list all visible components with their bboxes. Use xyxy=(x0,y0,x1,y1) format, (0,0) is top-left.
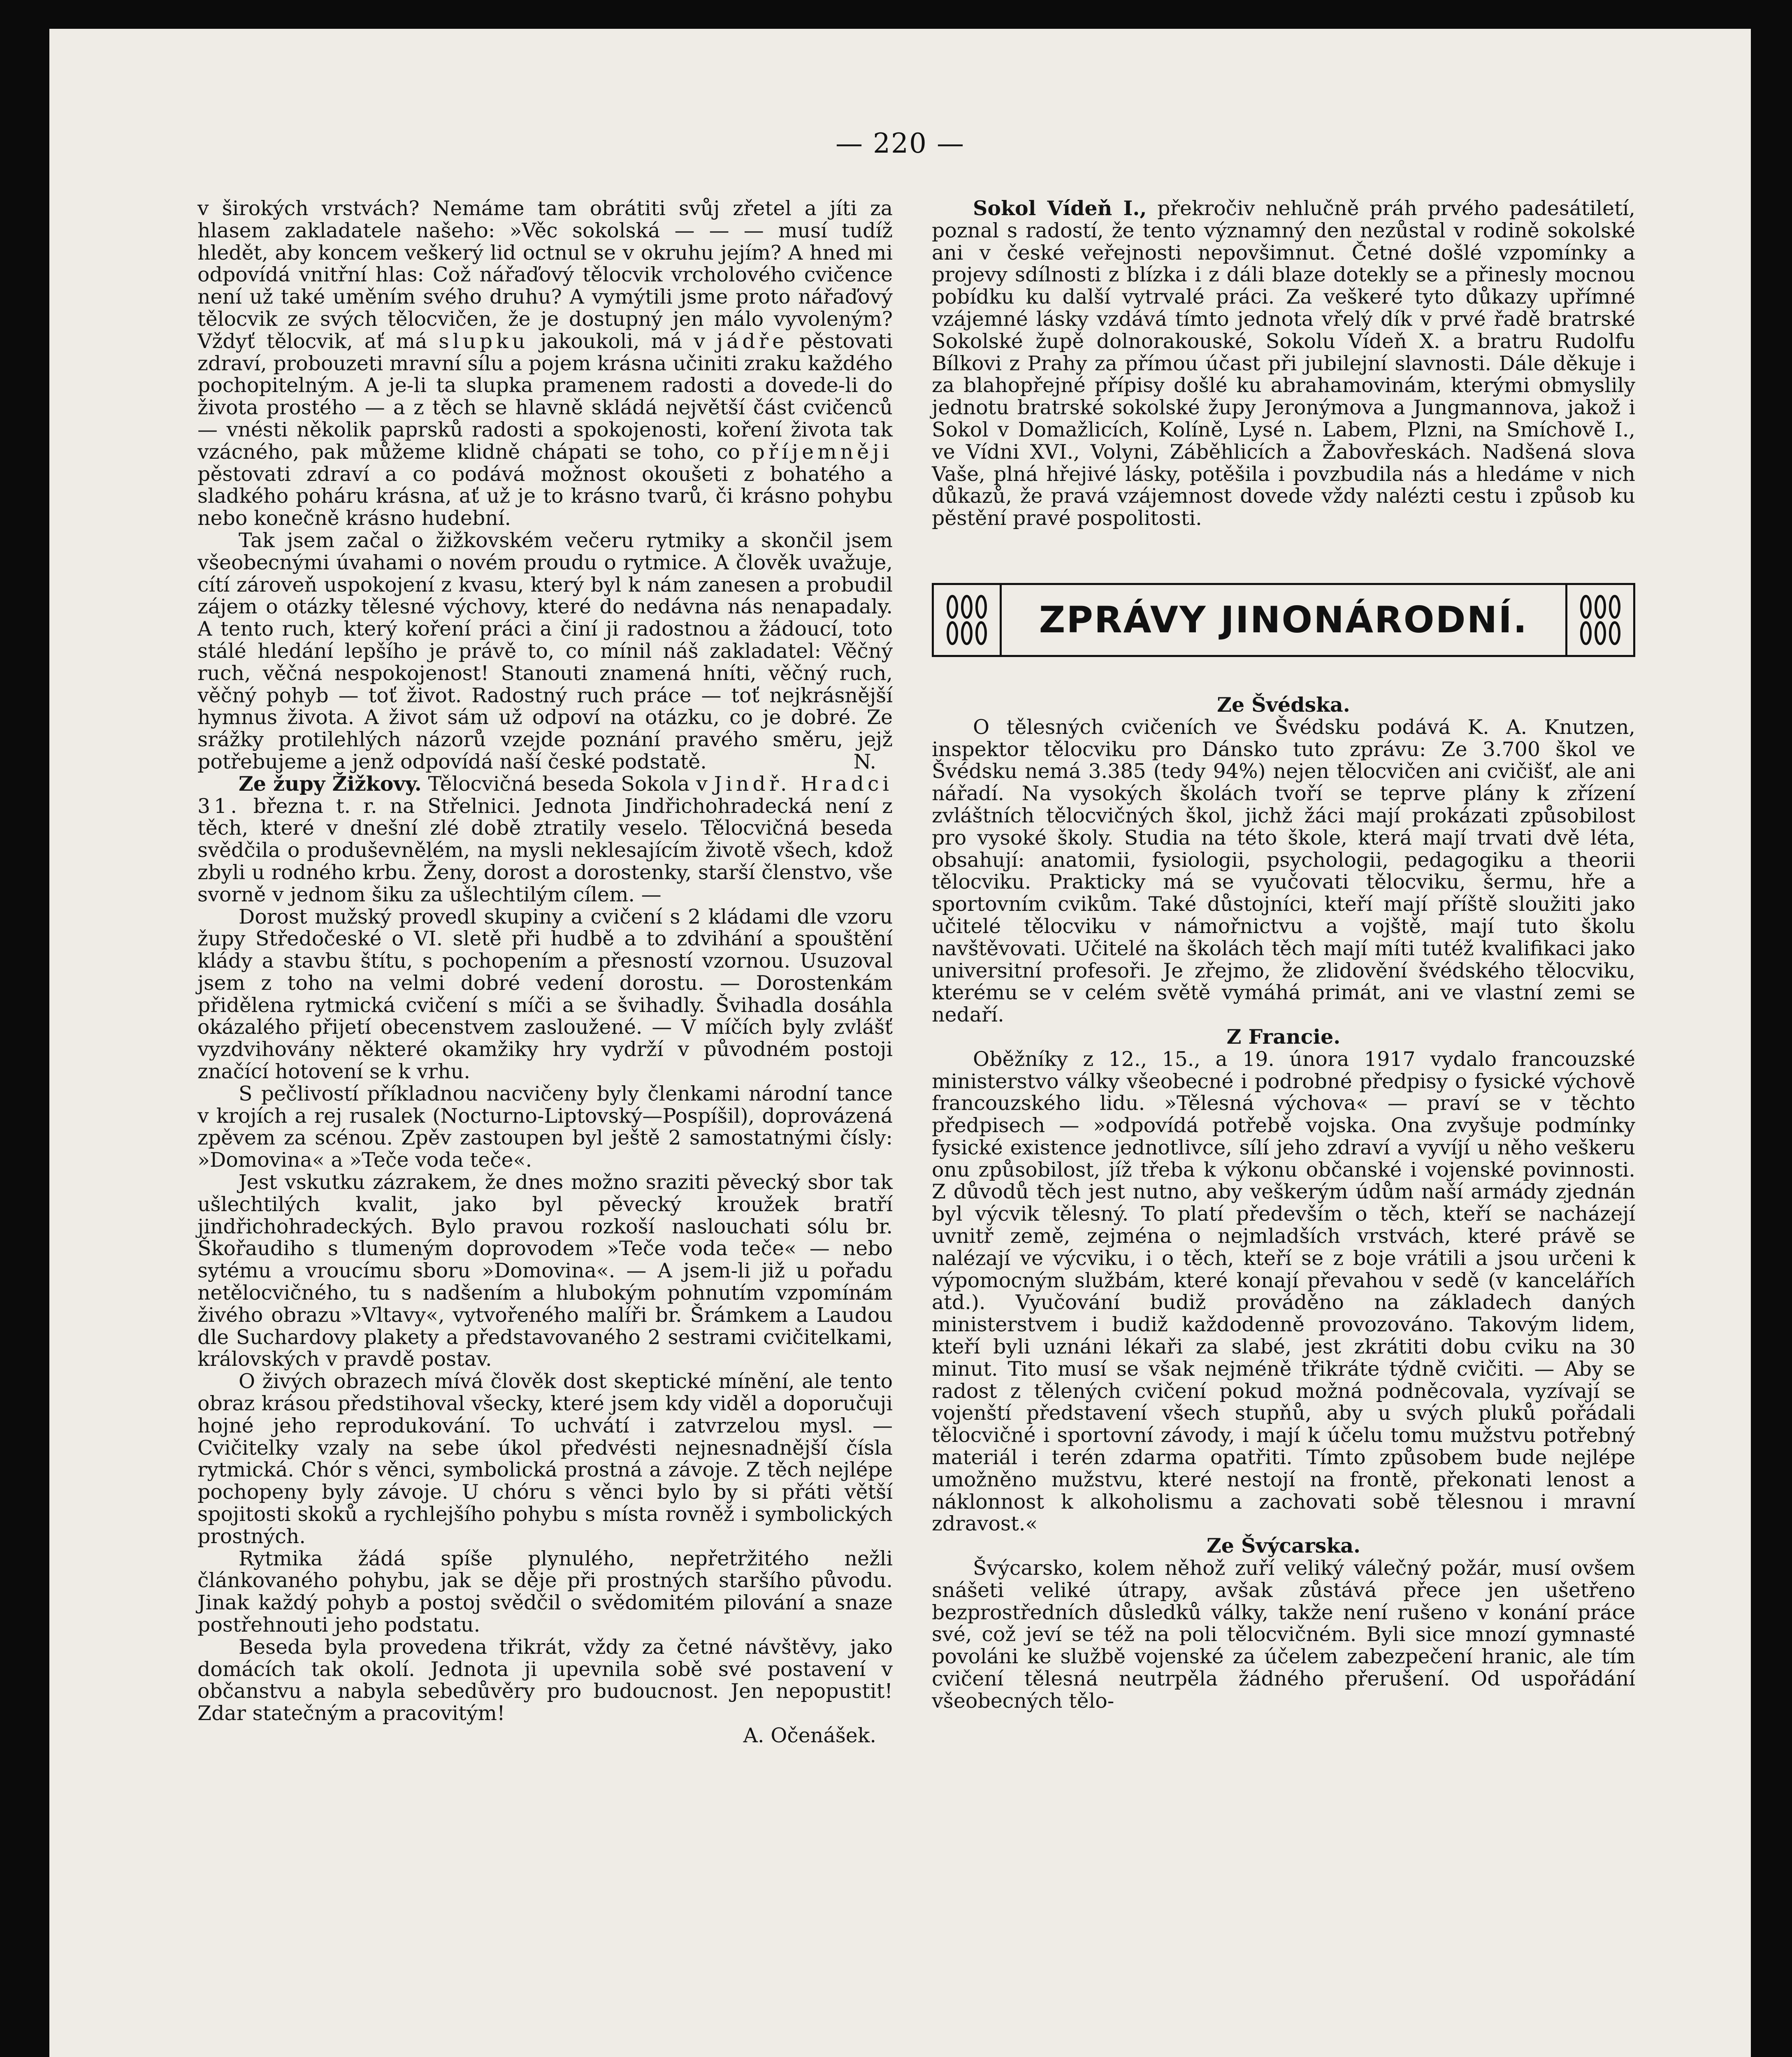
ornament-icon xyxy=(934,585,1002,655)
left-paragraph-5: S pečlivostí příkladnou nacvičeny byly členkami národní tance v krojích a rej rusalek (Nocturno-Liptovský—Pospíšil), doprovázená zpěvem za scénou. Zpěv zastoupen byl ještě 2 samostatnými čísly: »Domovina« a »Teče voda teče«. xyxy=(197,1082,893,1172)
page-number: — 220 — xyxy=(836,128,965,159)
left-paragraph-1 xyxy=(197,197,893,529)
text-run: v širokých vrstvách? Nemáme tam obrátiti svůj zřetel a jíti za hlasem zakladatele našeho: »Věc sokolská — — — musí tudíž hledět, aby koncem veškerý lid octnul se v okruhu jejím? A hned mi odpovídá vnitřní hlas: Což nářaďový tělocvik vrcholového cvičence není už také uměním svého druhu? A vymýtili jsme proto nářaďový tělocvik ze svých tělocvičen, že je dostupný jen málo vyvoleným? Vždyť tělocvik, ať má xyxy=(197,197,893,353)
text-run: Tělocvičná beseda Sokola v xyxy=(428,772,708,796)
spaced-word: Jindř. Hradci 31. xyxy=(197,772,893,818)
left-paragraph-2 xyxy=(197,529,893,773)
text-run: března t. r. na Střelnici. Jednota Jindřichohradecká není z těch, které v dnešní zlé době ztratily veselo. Tělocvičná beseda svědčila o produševnělém, na mysli neklesajícím životě všech, kdož zbyli u rodného krbu. Ženy, dorost a dorostenky, starší členstvo, vše svorně v jednom šiku za ušlechtilým cílem. — xyxy=(197,794,893,906)
sweden-paragraph: O tělesných cvičeních ve Švédsku podává K. A. Knutzen, inspektor tělocviku pro Dánsko tuto zprávu: Ze 3.700 škol ve Švédsku nemá 3.385 (tedy 94%) nejen tělocvičen ani cvičišť, ale ani nářadí. Na vysokých školách tvoří se teprve plány k zřízení zvláštních tělocvičných škol, jichž žáci mají prokázati způsobilost pro vysoké školy. Studia na této škole, která mají trvati dvě léta, obsahují: anatomii, fysiologii, psychologii, pedagogiku a theorii tělocviku. Prakticky má se vyučovati tělocviku, šermu, hře a sportovním cvikům. Také důstojníci, kteří mají příště sloužiti jako učitelé tělocviku v námořnictvu a vojště, mají tuto školu navštěvovati. Učitelé na školách těch mají míti tutéž kvalifikaci jako universitní profesoři. Je zřejmo, že zlidovění švédského tělocviku, kterému se v celém světě vymáhá primát, ani ve vlastní zemi se nedaří. xyxy=(932,715,1635,1027)
text-run: pěstovati zdraví a co podává možnost okoušeti z bohatého a sladkého poháru krásna, ať už je to krásno tvarů, či krásno pohybu nebo konečně krásno hudební. xyxy=(197,462,893,530)
spaced-word: příjemněji xyxy=(752,440,893,464)
section-title: ZPRÁVY JINONÁRODNÍ. xyxy=(1039,599,1528,641)
left-paragraph-4: Dorost mužský provedl skupiny a cvičení s 2 kládami dle vzoru župy Středočeské o VI. sletě při hudbě a to zdvihání a spouštění klády a stavbu štítu, s pochopením a přesností vzornou. Usuzoval jsem z toho na velmi dobré vedení dorostu. — Dorostenkám přidělena rytmická cvičení s míči a se švihadly. Švihadla dosáhla okázalého přijetí obecenstvem zasloužené. — V míčích byly zvlášť vyzdvihovány některé okamžiky hry vydrží v původném postoji značící hotovení se k vrhu. xyxy=(197,905,893,1084)
right-column xyxy=(932,197,1635,1712)
left-paragraph-6: Jest vskutku zázrakem, že dnes možno sraziti pěvecký sbor tak ušlechtilých kvalit, jako byl pěvecký kroužek bratří jindřichohradeckých. Bylo pravou rozkoší naslouchati sólu br. Škořaudiho s tlumeným doprovodem »Teče voda teče« — nebo sytému a vroucímu sboru »Domovina«. — A jsem-li již u pořadu netělocvičného, tu s nadšením a hlubokým pohnutím vzpomínám živého obrazu »Vltavy«, vytvořeného malíři br. Šrámkem a Laudou dle Suchardovy plakety a představovaného 2 sestrami cvičitelkami, královských v pravdě postav. xyxy=(197,1170,893,1371)
author-signature: N. xyxy=(853,750,876,773)
subsection-heading-france: Z Francie. xyxy=(1226,1024,1341,1049)
text-run: Tak jsem začal o žižkovském večeru rytmiky a skončil jsem všeobecnými úvahami o novém proudu o rytmice. A člověk uvažuje, cítí zároveň uspokojení z kvasu, který byl k nám zanesen a probudil zájem o otázky tělesné výchovy, které do nedávna nás nenapadaly. A tento ruch, který koření práci a činí ji radostnou a žádoucí, toto stálé hledání lepšího je právě to, co mínil náš zakladatel: Věčný ruch, věčná nespokojenost! Stanouti znamená hníti, věčný ruch, věčný pohyb — toť život. Radostný ruch práce — toť nejkrásnější hymnus života. A život sám už odpoví na otázku, co je dobré. Ze srážky protilehlých názorů vzejde poznání pravého směru, jejž potřebujeme a jenž odpovídá naší české podstatě. xyxy=(197,528,893,773)
left-paragraph-9: Beseda byla provedena třikrát, vždy za četné návštěvy, jako domácích tak okolí. Jednota ji upevnila sobě své postavení v občanstvu a nabyla sebedůvěry pro budoucnost. Jen nepopustit! Zdar statečným a pracovitým! xyxy=(197,1635,893,1725)
report-heading: Sokol Vídeň I., xyxy=(973,196,1147,220)
right-paragraph-1 xyxy=(932,197,1635,529)
france-paragraph: Oběžníky z 12., 15., a 19. února 1917 vydalo francouzské ministerstvo války všeobecné i podrobné předpisy o fysické výchově francouzského lidu. »Tělesná výchova« — praví se v těchto předpisech — »odpovídá potřebě vojska. Ona zvyšuje podmínky fysické existence jednotlivce, sílí jeho zdraví a vyvíjí u něho veškeru onu způsobilost, jíž třeba k výkonu občanské i vojenské povinnosti. Z důvodů těch jest nutno, aby veškerým údům naší armády zjednán byl výcvik tělesný. To platí především o těch, kteří se nacházejí uvnitř země, zejména o nejmladších vrstvách, které právě se nalézají ve výcviku, i o těch, kteří se z boje vrátili a jsou určeni k výpomocným službám, které konají převahou v sedě (v kancelářích atd.). Vyučování budiž prováděno na základech daných ministerstvem i budiž každodenně provozováno. Takovým lidem, kteří byli uznáni lékaři za slabé, jest zkrátiti dobu cviku na 30 minut. Tito musí se však nejméně třikráte týdně cvičiti. — Aby se radost z tělených cvičení pokud možná podněcovala, vyzívají se vojenští představení všech stupňů, aby u svých pluků pořádali tělocvičné i sportovní závody, i mají k účelu tomu mužstvu potřebný materiál i terén zdarma opatřiti. Tímto způsobem bude nejlépe umožněno mužstvu, které nestojí na frontě, překonati lenost a náklonnost k alkoholismu a zachovati sobě tělesnou i mravní zdravost.« xyxy=(932,1047,1635,1536)
left-paragraph-8: Rytmika žádá spíše plynulého, nepřetržitého nežli článkovaného pohybu, jak se děje při prostných staršího původu. Jinak každý pohyb a postoj svědčil o svědomitém pilování a snaze postřehnouti jeho podstatu. xyxy=(197,1546,893,1637)
text-run: pěstovati zdraví, probouzeti mravní sílu a pojem krásna učiniti zraku každého pochopitelným. A je-li ta slupka pramenem radosti a dovede-li do života prostého — a z těch se hlavně skládá největší část cvičenců — vnésti několik paprsků radosti a spokojenosti, koření života tak vzácného, pak můžeme klidně chápati se toho, co xyxy=(197,329,893,464)
section-banner xyxy=(932,583,1635,657)
spaced-word: slupku xyxy=(439,329,529,353)
author-signature: A. Očenášek. xyxy=(743,1723,876,1747)
spaced-word: jádře xyxy=(716,329,788,353)
subsection-heading-switzerland: Ze Švýcarska. xyxy=(1206,1534,1361,1558)
subsection-heading-sweden: Ze Švédska. xyxy=(1217,692,1350,717)
left-paragraph-3 xyxy=(197,773,893,906)
text-run: jakoukoli, má v xyxy=(540,329,705,353)
page xyxy=(49,29,1751,2057)
text-run: překročiv nehlučně práh prvého padesátiletí, poznal s radostí, že tento významný den nezůstal v rodině sokolské ani v české veřejnosti nepovšimnut. Četné došlé vzpomínky a projevy sdílnosti z blízka i z dáli blaze dotekly se a přinesly mocnou pobídku ku další vytrvalé práci. Za veškeré tyto důkazy upřímné vzájemné lásky vzdává tímto jednota vřelý dík v prvé řadě bratrské Sokolské župě dolnorakouské, Sokolu Vídeň X. a bratru Rudolfu Bílkovi z Prahy za přímou účast při jubilejní slavnosti. Dále děkuje i za blahopřejné přípisy došlé ku abrahamovinám, kterými obmyslily jednotu bratrské sokolské župy Jeronýmova a Jungmannova, jakož i Sokol v Domažlicích, Kolíně, Lysé n. Labem, Plzni, na Smíchově I., ve Vídni XVI., Volyni, Záběhlicích a Žabovřeskách. Nadšená slova Vaše, plná hřejivé lásky, potěšila i povzbudila nás a hledáme v nich důkazů, že pravá vzájemnost dovede vždy nalézti cestu i způsob ku pěstění pravé pospolitosti. xyxy=(932,197,1636,530)
report-heading: Ze župy Žižkovy. xyxy=(239,771,422,796)
ornament-icon xyxy=(1565,585,1633,655)
left-paragraph-7: O živých obrazech mívá člověk dost skeptické mínění, ale tento obraz krásou předstihoval všecky, které jsem kdy viděl a doporučuji hojné jeho reprodukování. To uchvátí i zatvrzelou mysl. — Cvičitelky vzaly na sebe úkol předvésti nejnesnadnější čísla rytmická. Chór s věnci, symbolická prostná a závoje. Z těch nejlépe pochopeny byly závoje. U chóru s věnci bylo by si přáti větší spojitosti skoků a rychlejšího pohybu s místa rovněž i symbolických prostných. xyxy=(197,1370,893,1548)
left-column xyxy=(197,197,893,1747)
switzerland-paragraph: Švýcarsko, kolem něhož zuří veliký válečný požár, musí ovšem snášeti veliké útrapy, avšak zůstává přece jen ušetřeno bezprostředních důsledků války, takže není rušeno v konání práce své, což jeví se též na poli tělocvičném. Byli sice mnozí gymnasté povoláni ke službě vojenské za účelem zabezpečení hranic, ale tím cvičení tělesná neutrpěla žádného přerušení. Od uspořádání všeobecných tělo- xyxy=(932,1556,1635,1713)
